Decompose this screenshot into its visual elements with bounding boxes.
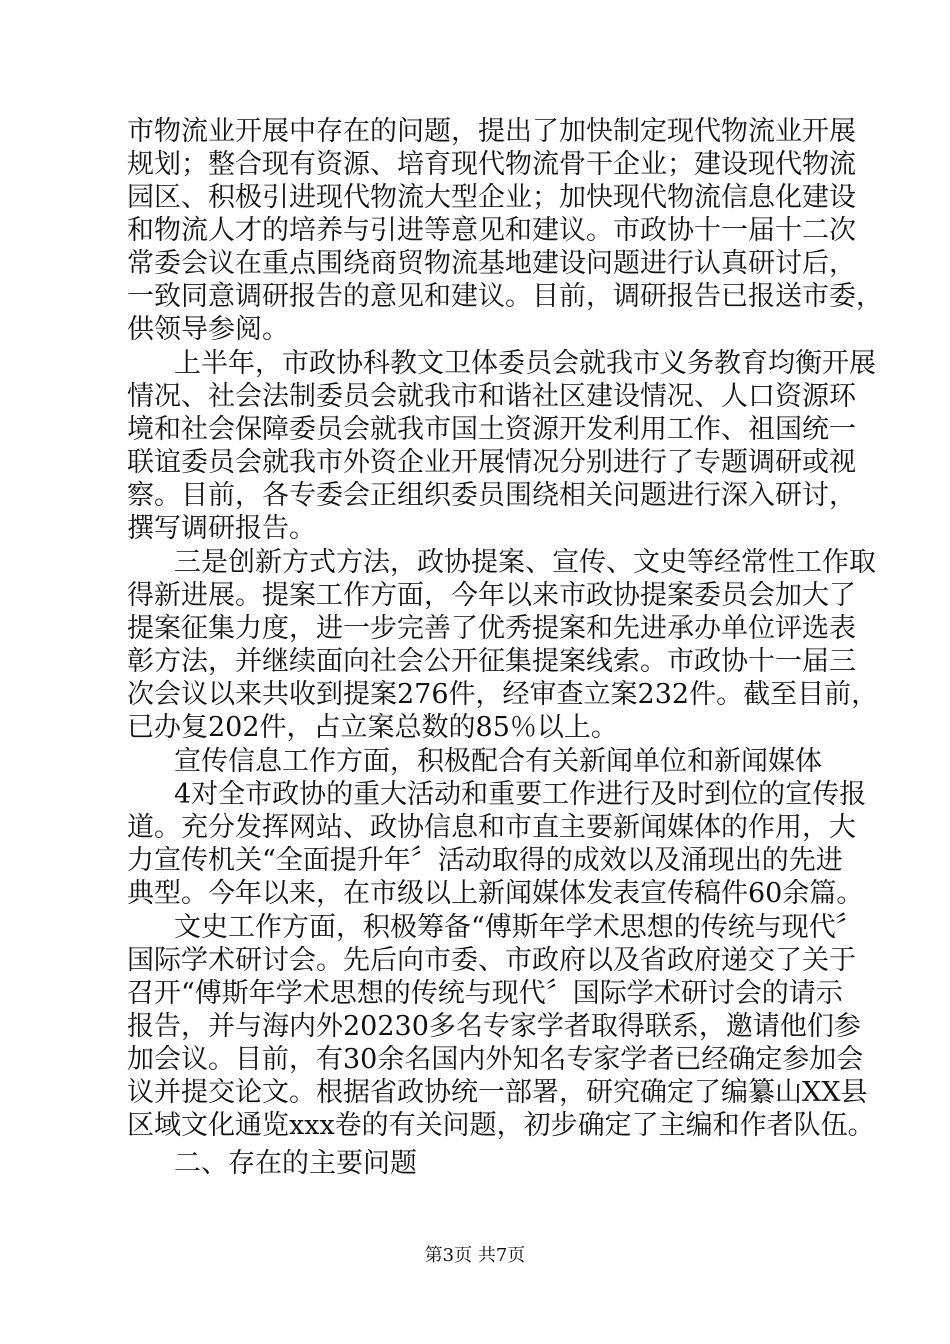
paragraph-1-line-1: 市物流业开展中存在的问题，提出了加快制定现代物流业开展 bbox=[127, 116, 856, 147]
paragraph-6-line-2: 国际学术研讨会。先后向市委、市政府以及省政府递交了关于 bbox=[127, 945, 856, 976]
paragraph-6-line-3: 召开“傅斯年学术思想的传统与现代〞国际学术研讨会的请示 bbox=[127, 978, 843, 1009]
paragraph-3-line-5: 次会议以来共收到提案276件，经审查立案232件。截至目前， bbox=[127, 679, 879, 710]
paragraph-4-line-1: 宣传信息工作方面，积极配合有关新闻单位和新闻媒体 bbox=[174, 746, 822, 777]
paragraph-3-line-3: 提案征集力度，进一步完善了优秀提案和先进承办单位评选表 bbox=[127, 613, 856, 644]
paragraph-5-line-4: 典型。今年以来，在市级以上新闻媒体发表宣传稿件60余篇。 bbox=[127, 878, 864, 909]
section-heading: 二、存在的主要问题 bbox=[174, 1148, 417, 1179]
paragraph-2-line-3: 境和社会保障委员会就我市国土资源开发利用工作、祖国统一 bbox=[127, 414, 856, 445]
paragraph-6-line-7: 区域文化通览xxx卷的有关问题，初步确定了主编和作者队伍。 bbox=[127, 1110, 875, 1141]
paragraph-2-line-4: 联谊委员会就我市外资企业开展情况分别进行了专题调研或视 bbox=[127, 447, 856, 478]
paragraph-3-line-1: 三是创新方式方法，政协提案、宣传、文史等经常性工作取 bbox=[174, 547, 876, 578]
paragraph-2-line-5: 察。目前，各专委会正组织委员围绕相关问题进行深入研讨， bbox=[127, 480, 856, 511]
page-footer: 第3页 共7页 bbox=[424, 1245, 526, 1266]
paragraph-5-line-1: 4对全市政协的重大活动和重要工作进行及时到位的宣传报 bbox=[174, 779, 867, 810]
paragraph-1-line-4: 和物流人才的培养与引进等意见和建议。市政协十一届十二次 bbox=[127, 215, 856, 246]
paragraph-1-line-5: 常委会议在重点围绕商贸物流基地建设问题进行认真研讨后， bbox=[127, 248, 856, 279]
paragraph-6-line-1: 文史工作方面，积极筹备“傅斯年学术思想的传统与现代〞 bbox=[174, 912, 863, 943]
paragraph-6-line-5: 加会议。目前，有30余名国内外知名专家学者已经确定参加会 bbox=[127, 1044, 864, 1075]
paragraph-2-line-2: 情况、社会法制委员会就我市和谐社区建设情况、人口资源环 bbox=[127, 381, 856, 412]
paragraph-2-line-6: 撰写调研报告。 bbox=[127, 513, 316, 544]
paragraph-1-line-7: 供领导参阅。 bbox=[127, 314, 289, 345]
paragraph-1-line-2: 规划；整合现有资源、培育现代物流骨干企业；建设现代物流 bbox=[127, 149, 856, 180]
paragraph-1-line-3: 园区、积极引进现代物流大型企业；加快现代物流信息化建设 bbox=[127, 182, 856, 213]
paragraph-3-line-4: 彰方法，并继续面向社会公开征集提案线索。市政协十一届三 bbox=[127, 646, 856, 677]
paragraph-2-line-1: 上半年，市政协科教文卫体委员会就我市义务教育均衡开展 bbox=[174, 348, 876, 379]
paragraph-5-line-2: 道。充分发挥网站、政协信息和市直主要新闻媒体的作用，大 bbox=[127, 812, 856, 843]
paragraph-3-line-2: 得新进展。提案工作方面，今年以来市政协提案委员会加大了 bbox=[127, 580, 856, 611]
paragraph-6-line-6: 议并提交论文。根据省政协统一部署，研究确定了编纂山XX县 bbox=[127, 1077, 868, 1108]
paragraph-5-line-3: 力宣传机关“全面提升年〞活动取得的成效以及涌现出的先进 bbox=[127, 845, 843, 876]
paragraph-6-line-4: 报告，并与海内外20230多名专家学者取得联系，邀请他们参 bbox=[127, 1011, 861, 1042]
paragraph-1-line-6: 一致同意调研报告的意见和建议。目前，调研报告已报送市委， bbox=[127, 281, 883, 312]
paragraph-3-line-6: 已办复202件，占立案总数的85％以上。 bbox=[127, 712, 618, 743]
